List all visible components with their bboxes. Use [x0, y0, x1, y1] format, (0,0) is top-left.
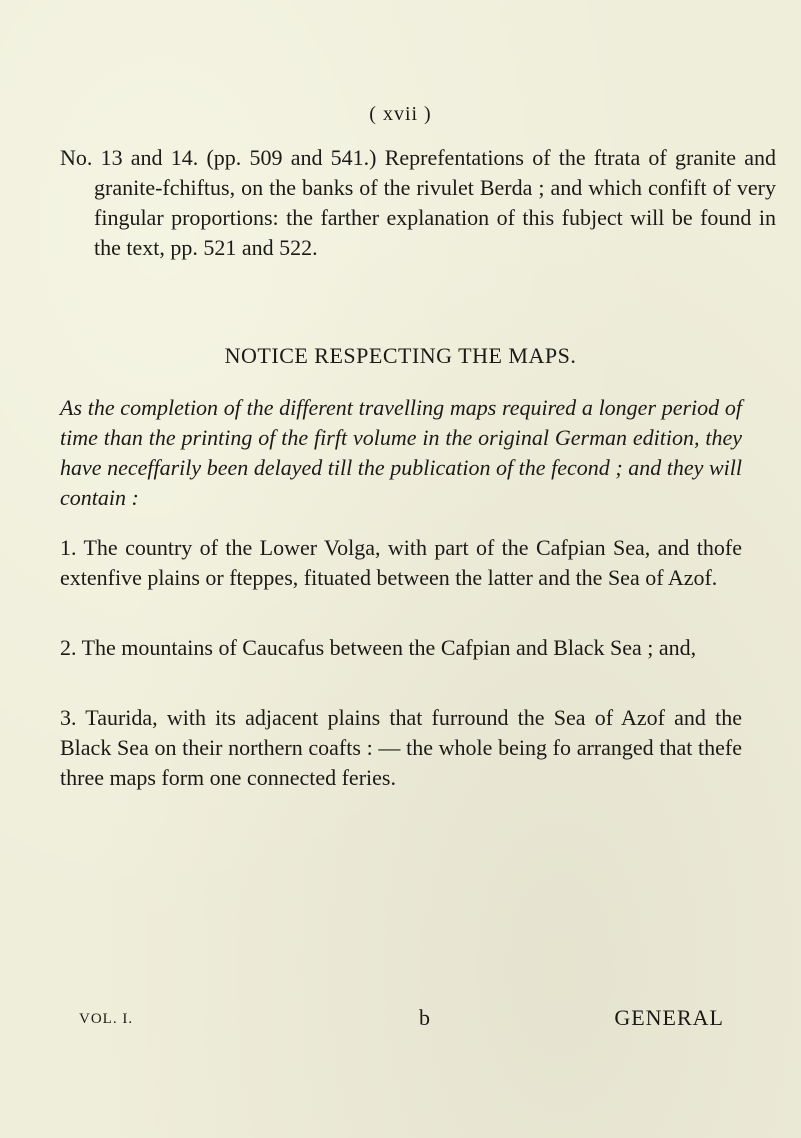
volume-label: VOL. I. — [79, 1011, 134, 1027]
catchword: GENERAL — [614, 1005, 724, 1030]
notice-intro-paragraph: As the completion of the different travelling maps required a longer period of time than the printing of the firft volume in the original German edition, they have neceffarily been delayed till the publication of the fecond ; and they will contain : — [60, 395, 742, 510]
map-list-item-1: 1. The country of the Lower Volga, with part of the Cafpian Sea, and thofe extenfive plains or fteppes, fituated between the latter and the Sea of Azof. — [60, 535, 742, 590]
map-list-item-2: 2. The mountains of Caucafus between the Cafpian and Black Sea ; and, — [60, 635, 697, 660]
map-list-item-3: 3. Taurida, with its adjacent plains that furround the Sea of Azof and the Black Sea on their northern coafts : — the whole being fo arranged that thefe three maps form one connected feries. — [60, 705, 742, 790]
notice-title: NOTICE RESPECTING THE MAPS. — [224, 343, 577, 368]
page-number-header: ( xvii ) — [369, 103, 432, 125]
plates-description-paragraph: No. 13 and 14. (pp. 509 and 541.) Reprefentations of the ftrata of granite and granite-fchiftus, on the banks of the rivulet Berda ; and which confift of very fingular proportions: the farther explanation of this fubject will be found in the text, pp. 521 and 522. — [60, 145, 776, 260]
page-footer — [0, 1005, 801, 1035]
signature-mark: b — [419, 1005, 430, 1030]
